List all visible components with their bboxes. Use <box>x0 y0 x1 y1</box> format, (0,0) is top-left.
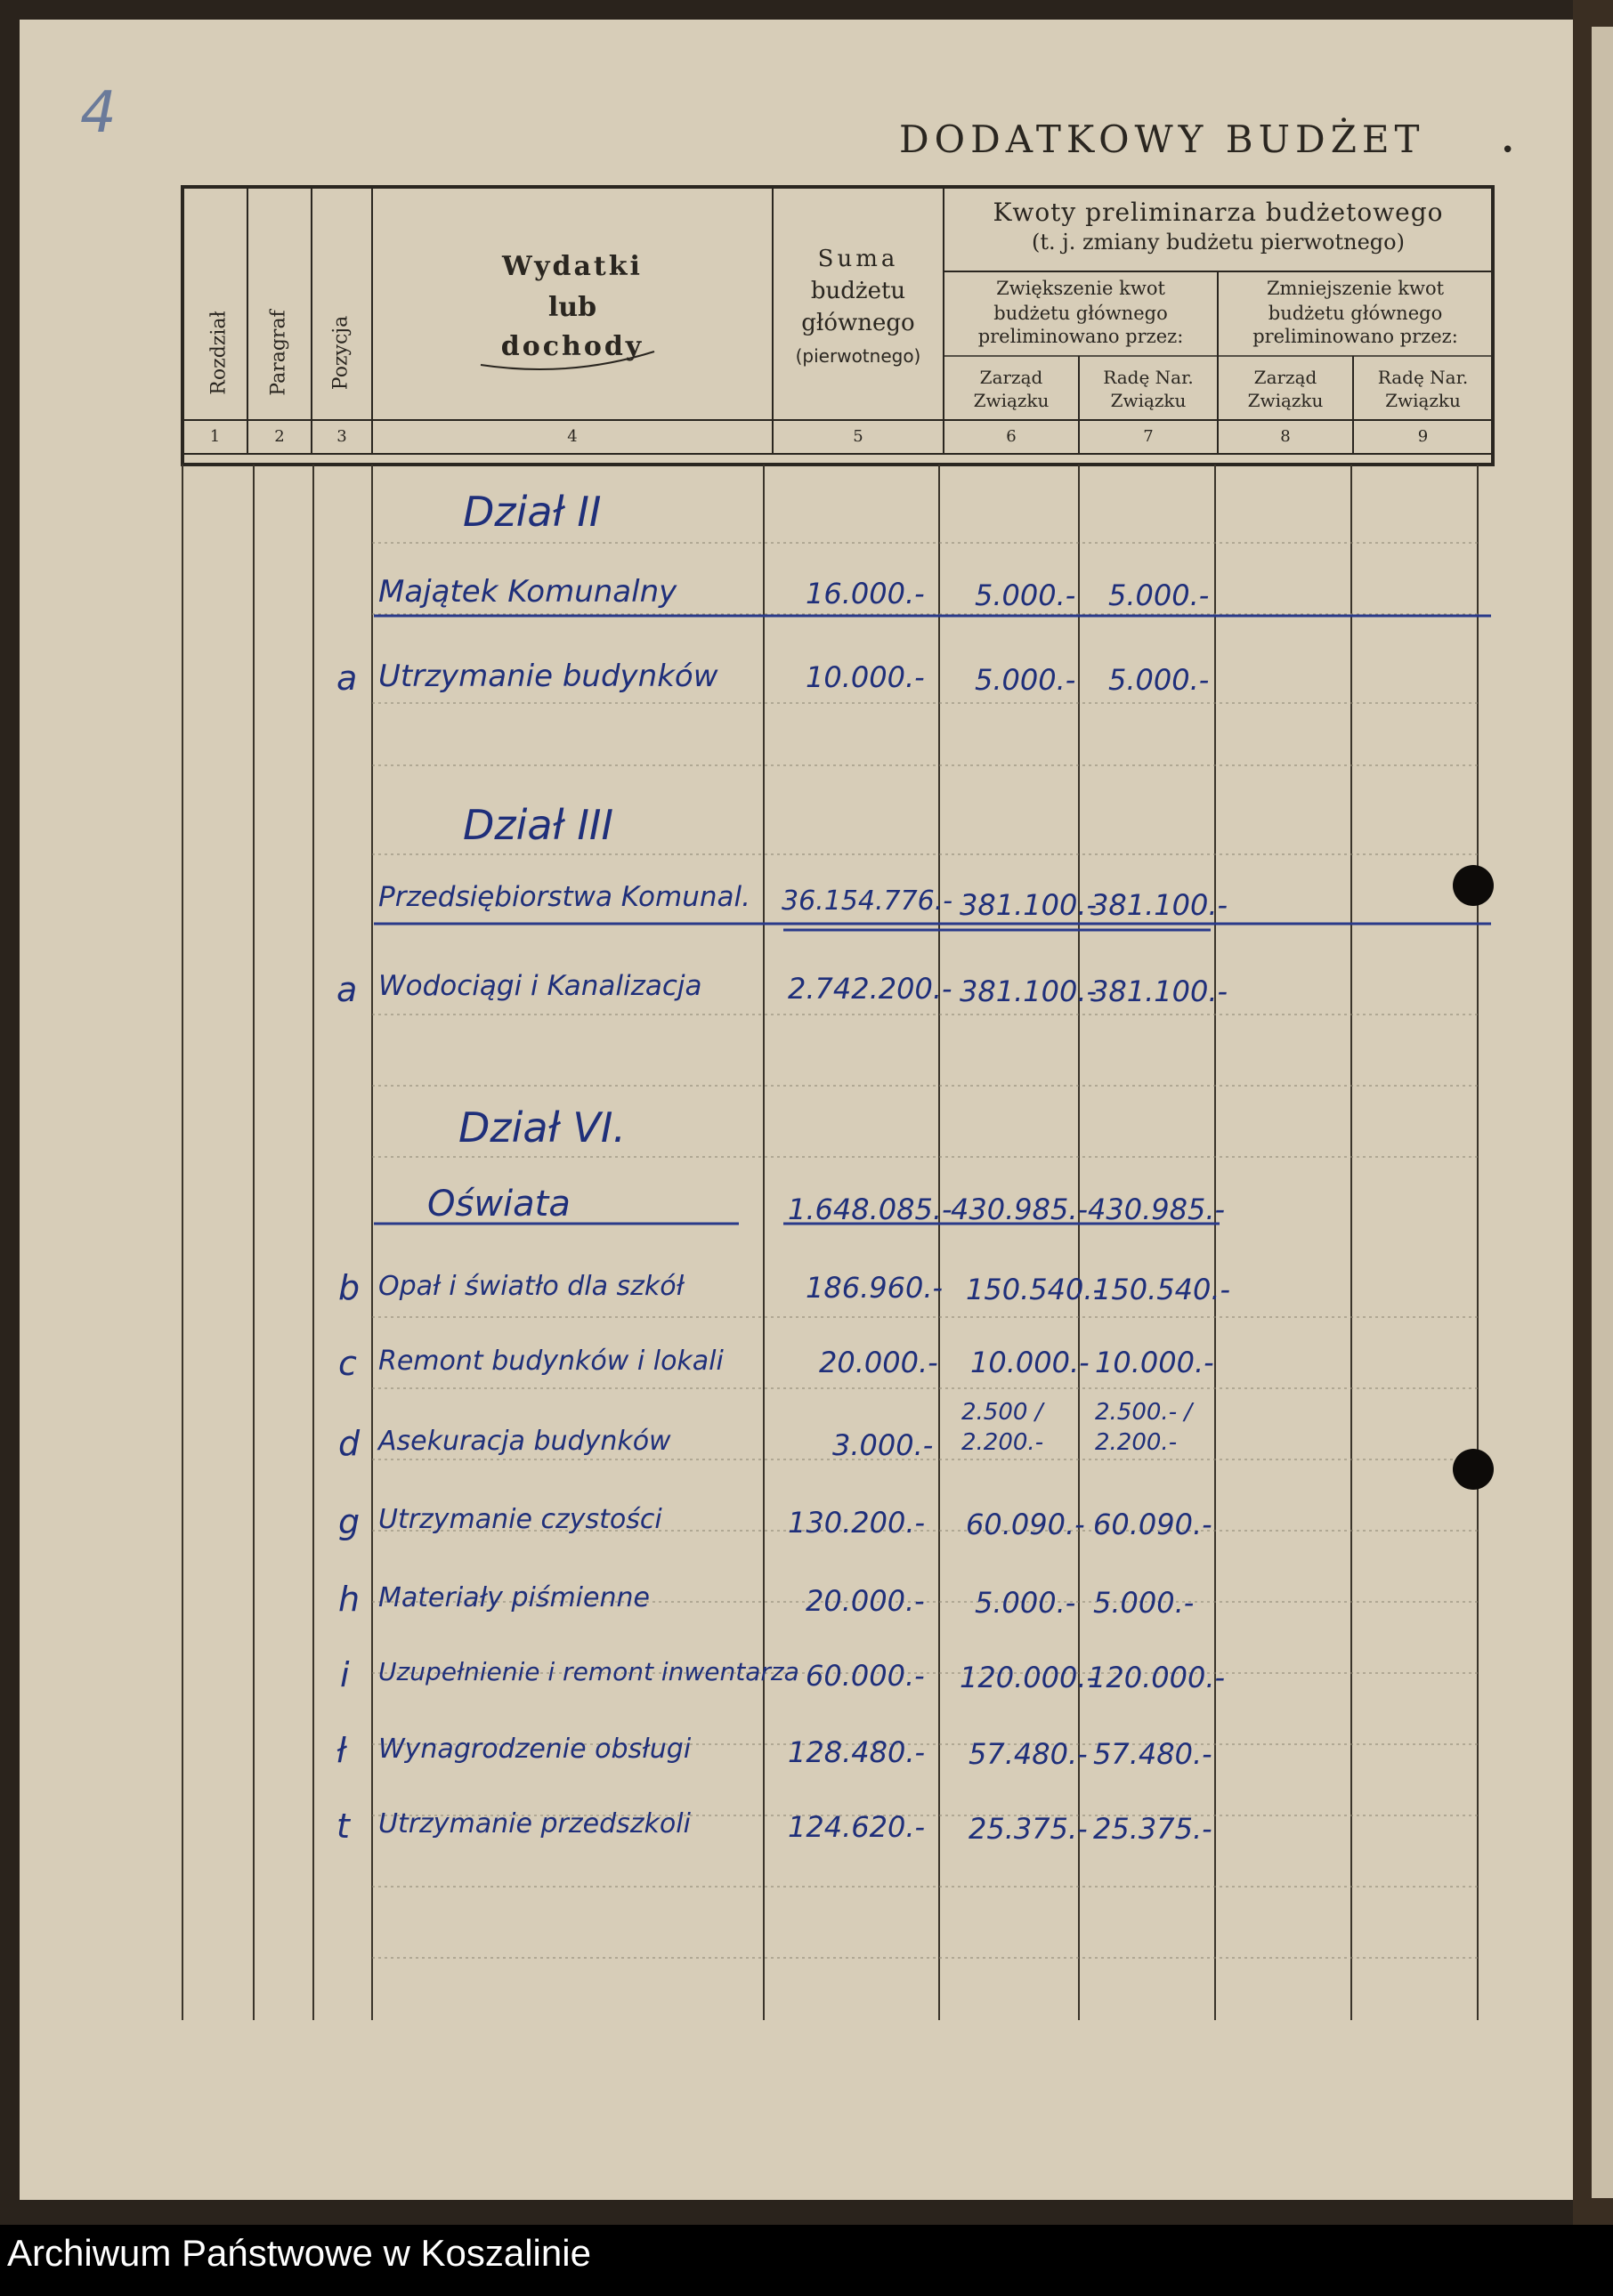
row-suma: 20.000.- <box>806 1584 925 1618</box>
row-pozycja: d <box>338 1424 361 1463</box>
row-col6: 60.090.- <box>966 1508 1085 1541</box>
col-header-kwoty: Kwoty preliminarza budżetowego <box>993 198 1444 227</box>
row-col6: 10.000.- <box>970 1346 1090 1379</box>
row-text: Wodociągi i Kanalizacja <box>378 970 702 1002</box>
row-text: Remont budynków i lokali <box>378 1346 724 1377</box>
col-header-pozycja: Pozycja <box>329 315 353 391</box>
row-pozycja: t <box>336 1807 350 1846</box>
section-heading: Dział II <box>463 488 602 536</box>
row-col7: 5.000.- <box>1108 663 1210 697</box>
row-pozycja: a <box>336 659 358 698</box>
row-col6: 381.100.- <box>960 974 1098 1008</box>
col-header-zmniejszenie-2: budżetu głównego <box>1268 303 1443 324</box>
row-col7: 10.000.- <box>1095 1346 1214 1379</box>
row-suma: 60.000.- <box>806 1659 925 1693</box>
row-col7: 381.100.- <box>1090 888 1228 922</box>
col-header-lub: lub <box>547 292 597 323</box>
row-text: Majątek Komunalny <box>378 574 677 610</box>
col-header-zarzad-8a: Zarząd <box>1253 367 1317 388</box>
punch-hole <box>1453 1449 1494 1490</box>
row-col6: 381.100.- <box>960 888 1098 922</box>
punch-hole <box>1453 865 1494 906</box>
col-header-rade-7a: Radę Nar. <box>1103 367 1194 388</box>
col-header-zmniejszenie-1: Zmniejszenie kwot <box>1266 278 1445 299</box>
col-number: 4 <box>567 427 578 446</box>
row-col6: 2.500 / 2.200.- <box>961 1399 1044 1456</box>
archive-name: Archiwum Państwowe w Koszalinie <box>7 2232 591 2274</box>
row-col7: 2.500.- / 2.200.- <box>1095 1399 1193 1456</box>
col-header-zarzad-6a: Zarząd <box>979 367 1043 388</box>
row-col7: 5.000.- <box>1108 578 1210 612</box>
row-col6: 5.000.- <box>975 1586 1076 1620</box>
col-header-zwiekszenie-1: Zwiększenie kwot <box>996 278 1165 299</box>
row-col7: 150.540.- <box>1093 1273 1231 1306</box>
col-header-rozdzial: Rozdział <box>207 311 231 395</box>
title-mark: • <box>1501 137 1515 164</box>
col-header-pierwotnego: (pierwotnego) <box>795 345 921 367</box>
row-col7: 25.375.- <box>1093 1812 1212 1846</box>
col-header-zmniejszenie-3: preliminowano przez: <box>1252 326 1458 347</box>
section-heading: Dział III <box>463 801 614 849</box>
row-text: Asekuracja budynków <box>378 1426 671 1457</box>
row-pozycja: h <box>338 1580 361 1619</box>
row-text: Przedsiębiorstwa Komunal. <box>378 881 750 913</box>
col-header-rade-9a: Radę Nar. <box>1377 367 1469 388</box>
row-pozycja: i <box>340 1655 350 1694</box>
row-col6: 430.985.- <box>951 1192 1089 1226</box>
row-suma: 2.742.200.- <box>788 972 952 1006</box>
row-col7: 430.985.- <box>1088 1192 1226 1226</box>
col-number: 2 <box>274 427 285 446</box>
row-text: Oświata <box>427 1184 571 1225</box>
row-col7: 60.090.- <box>1093 1508 1212 1541</box>
row-col7: 5.000.- <box>1093 1586 1195 1620</box>
row-suma: 36.154.776.- <box>782 885 953 917</box>
row-pozycja: ł <box>336 1731 346 1770</box>
row-text: Opał i światło dla szkół <box>378 1271 685 1302</box>
col-number: 1 <box>209 427 221 446</box>
col-number: 7 <box>1143 427 1154 446</box>
section-heading: Dział VI. <box>458 1104 627 1152</box>
row-suma: 128.480.- <box>788 1735 926 1769</box>
row-suma: 3.000.- <box>832 1428 934 1462</box>
row-col6: 25.375.- <box>969 1812 1088 1846</box>
row-suma: 16.000.- <box>806 577 925 610</box>
col-header-kwoty-sub: (t. j. zmiany budżetu pierwotnego) <box>1032 230 1405 255</box>
row-pozycja: a <box>336 970 358 1009</box>
row-suma: 20.000.- <box>819 1346 938 1379</box>
col-header-paragraf: Paragraf <box>267 310 290 396</box>
archive-footer <box>0 2225 1613 2296</box>
col-header-glownego: głównego <box>801 310 915 336</box>
col-number: 3 <box>336 427 347 446</box>
col-header-budzetu: budżetu <box>810 278 906 304</box>
row-col6: 5.000.- <box>975 663 1076 697</box>
row-text: Utrzymanie przedszkoli <box>378 1808 691 1839</box>
col-number: 6 <box>1006 427 1017 446</box>
row-col6: 150.540.- <box>966 1273 1104 1306</box>
row-text: Uzupełnienie i remont inwentarza <box>378 1657 799 1686</box>
row-col6: 5.000.- <box>975 578 1076 612</box>
col-header-zarzad-6b: Związku <box>973 390 1050 411</box>
row-pozycja: b <box>338 1268 361 1307</box>
row-col7: 57.480.- <box>1093 1737 1212 1771</box>
col-header-dochody: dochody <box>500 331 644 362</box>
col-header-wydatki: Wydatki <box>502 251 643 282</box>
row-suma: 1.648.085.- <box>788 1192 952 1226</box>
row-col6: 57.480.- <box>969 1737 1088 1771</box>
page-marker: 4 <box>80 80 117 146</box>
col-header-rade-9b: Związku <box>1385 390 1461 411</box>
row-text: Materiały piśmienne <box>378 1582 650 1613</box>
row-suma: 186.960.- <box>806 1271 944 1305</box>
row-text: Utrzymanie budynków <box>378 659 718 694</box>
row-col7: 381.100.- <box>1090 974 1228 1008</box>
row-pozycja: c <box>338 1344 357 1383</box>
col-header-rade-7b: Związku <box>1110 390 1187 411</box>
row-pozycja: g <box>338 1502 361 1541</box>
row-text: Wynagrodzenie obsługi <box>378 1734 692 1765</box>
row-suma: 124.620.- <box>788 1810 926 1844</box>
col-number: 5 <box>853 427 863 446</box>
row-col6: 120.000.- <box>960 1661 1098 1694</box>
col-number: 9 <box>1417 427 1429 446</box>
page-title: DODATKOWY BUDŻET <box>899 117 1425 161</box>
row-col7: 120.000.- <box>1088 1661 1226 1694</box>
col-header-zwiekszenie-3: preliminowano przez: <box>977 326 1184 347</box>
col-number: 8 <box>1280 427 1291 446</box>
col-header-suma: Suma <box>817 246 899 272</box>
row-suma: 10.000.- <box>806 660 925 694</box>
col-header-zwiekszenie-2: budżetu głównego <box>993 303 1168 324</box>
row-suma: 130.200.- <box>788 1506 926 1540</box>
row-text: Utrzymanie czystości <box>378 1504 662 1535</box>
col-header-zarzad-8b: Związku <box>1247 390 1324 411</box>
